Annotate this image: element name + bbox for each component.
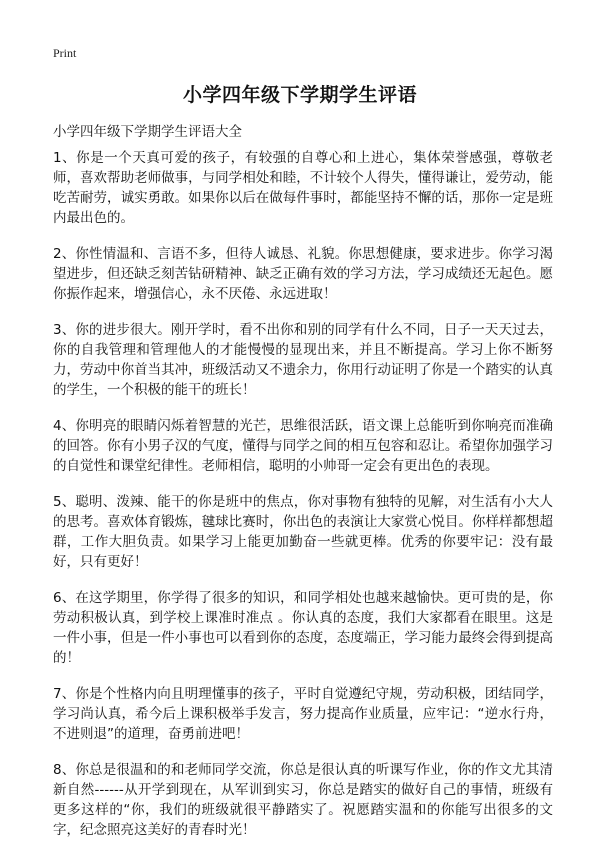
comment-list — [53, 148, 553, 856]
comment-paragraph-3: 3、你的进步很大。刚开学时，看不出你和别的同学有什么不同，日子一天天过去，你的自我管理和管理他人的才能慢慢的显现出来，并且不断提高。学习上你不断努力，劳动中你首当其冲，班级活动又不遗余力，你用行动证明了你是一个踏实的认真的学生，一个积极的能干的班长！ — [53, 322, 553, 398]
comment-paragraph-6: 6、在这学期里，你学得了很多的知识，和同学相处也越来越愉快。更可贵的是，你劳动积极认真，到学校上课准时准点 。你认真的态度，我们大家都看在眼里。这是一件小事，但是一件小事也可以看到你的态度，态度端正，学习能力最终会得到提高的！ — [53, 590, 553, 666]
comment-paragraph-8: 8、你总是很温和的和老师同学交流，你总是很认真的听课写作业，你的作文尤其清新自然------从开学到现在，从军训到实习，你总是踏实的做好自己的事情，班级有更多这样的“你，我们的班级就很平静踏实了。祝愿踏实温和的你能写出很多的文字，纪念照亮这美好的青春时光！ — [53, 762, 553, 838]
comment-paragraph-1: 1、你是一个天真可爱的孩子，有较强的自尊心和上进心，集体荣誉感强，尊敬老师，喜欢帮助老师做事，与同学相处和睦，不计较个人得失，懂得谦让，爱劳动，能吃苦耐劳，诚实勇敢。如果你以后在做每件事时，都能坚持不懈的话，那你一定是班内最出色的。 — [53, 150, 553, 226]
document-subtitle: 小学四年级下学期学生评语大全 — [53, 124, 242, 140]
comment-paragraph-7: 7、你是个性格内向且明理懂事的孩子，平时自觉遵纪守规，劳动积极，团结同学，学习尚认真，希今后上课积极举手发言，努力提高作业质量，应牢记：“逆水行舟，不进则退”的道理，奋勇前进吧！ — [53, 686, 553, 742]
comment-paragraph-2: 2、你性情温和、言语不多，但待人诚恳、礼貌。你思想健康，要求进步。你学习渴望进步，但还缺乏刻苦钻研精神、缺乏正确有效的学习方法，学习成绩还无起色。愿你振作起来，增强信心，永不厌倦、永远进取！ — [53, 246, 553, 302]
comment-paragraph-4: 4、你明亮的眼睛闪烁着智慧的光芒，思维很活跃，语文课上总能听到你响亮而准确的回答。你有小男子汉的气度，懂得与同学之间的相互包容和忍让。希望你加强学习的自觉性和课堂纪律性。老师相信，聪明的小帅哥一定会有更出色的表现。 — [53, 418, 553, 474]
page-title: 小学四年级下学期学生评语 — [182, 84, 417, 106]
comment-paragraph-5: 5、聪明、泼辣、能干的你是班中的焦点，你对事物有独特的见解，对生活有小大人的思考。喜欢体育锻炼，毽球比赛时，你出色的表演让大家赏心悦目。你样样都想超群，工作大胆负责。如果学习上能更加勤奋一些就更棒。优秀的你要牢记：没有最好，只有更好！ — [53, 494, 553, 570]
print-link[interactable]: Print — [53, 46, 77, 60]
